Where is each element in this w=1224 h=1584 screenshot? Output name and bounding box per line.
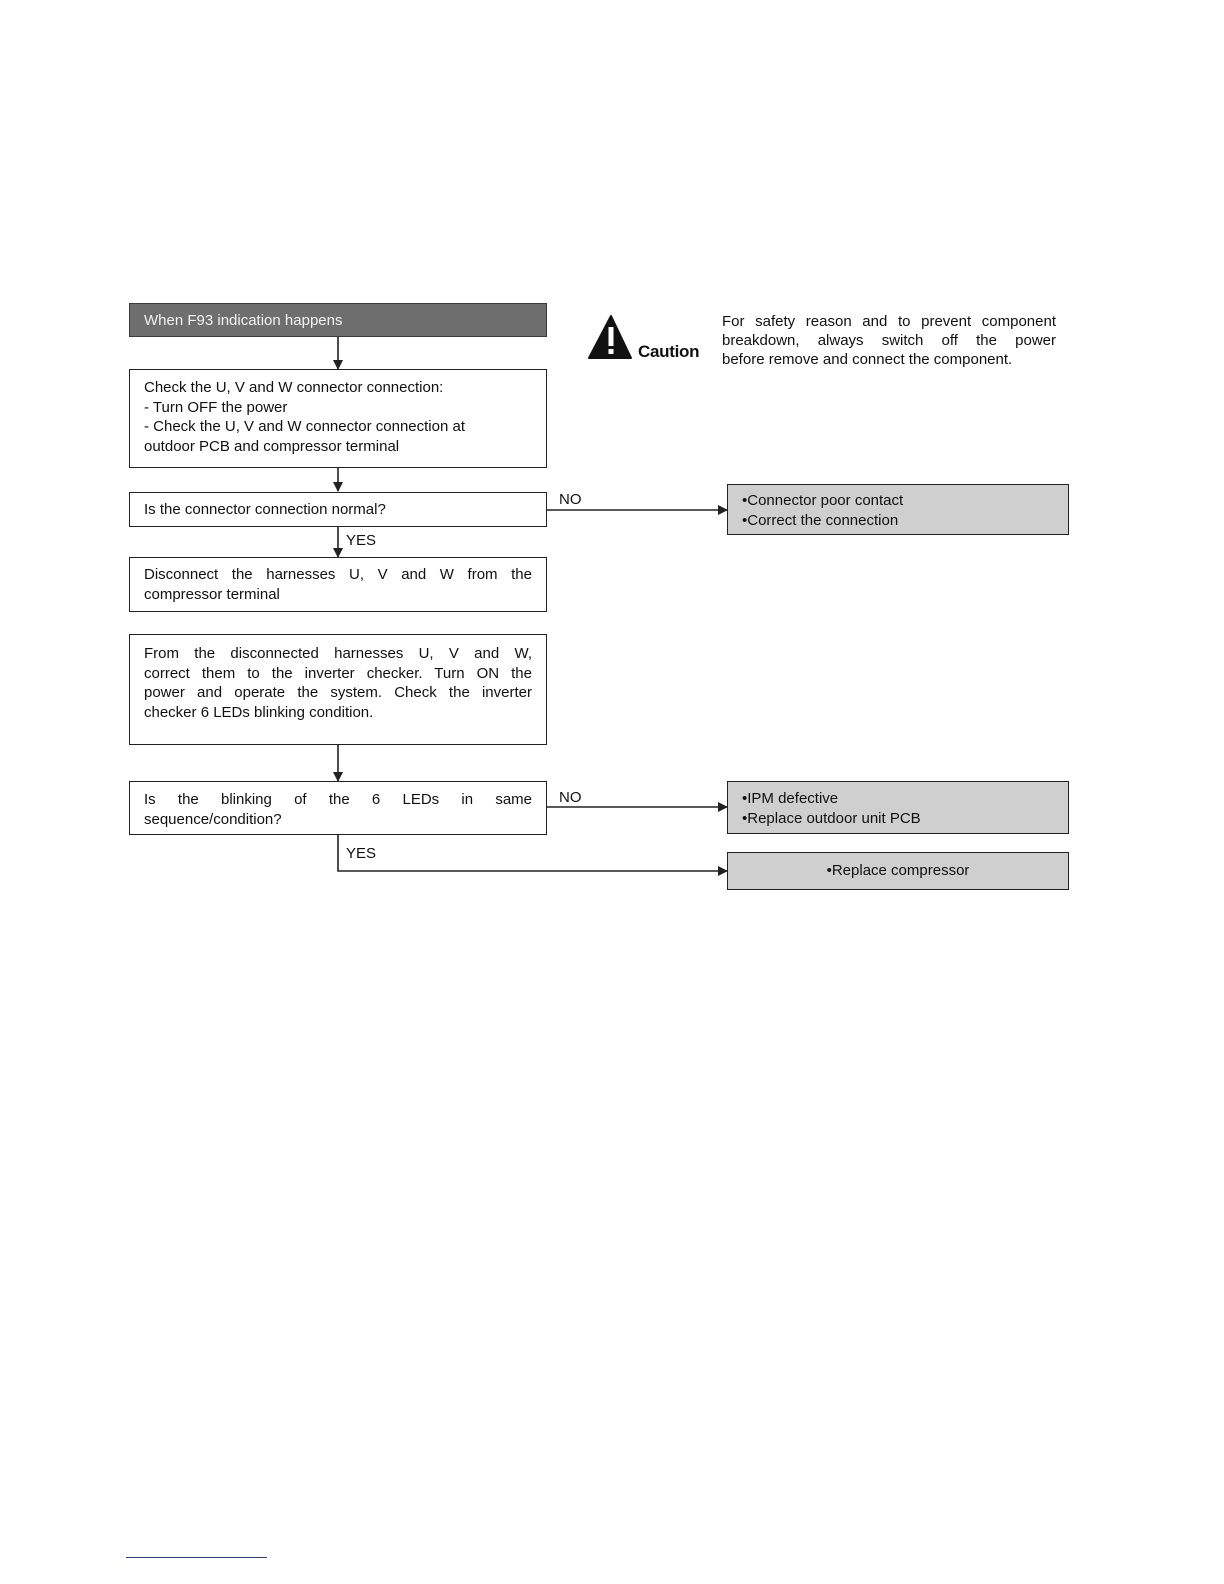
- step-disconnect-harnesses: [129, 557, 547, 612]
- step1-line: outdoor PCB and compressor terminal: [144, 437, 400, 455]
- start-text: When F93 indication happens: [144, 312, 343, 329]
- footer-rule: [126, 1557, 267, 1558]
- caution-line: breakdown, always switch off the power: [722, 332, 1056, 349]
- result1-line: •Connector poor contact: [742, 492, 904, 509]
- step3-line: correct them to the inverter checker. Turn ON the: [144, 664, 532, 682]
- step2-line: compressor terminal: [144, 585, 280, 603]
- step1-line: - Turn OFF the power: [144, 398, 288, 416]
- step-inverter-checker: [129, 634, 547, 745]
- step-check-connector: [129, 369, 547, 468]
- caution-line: For safety reason and to prevent component: [722, 313, 1056, 330]
- decision2-line: Is the blinking of the 6 LEDs in same: [144, 791, 532, 808]
- decision1-yes-label: YES: [346, 532, 377, 549]
- caution-text: [722, 312, 1056, 369]
- step3-line: checker 6 LEDs blinking condition.: [144, 703, 374, 721]
- decision-leds-same-sequence: [129, 781, 547, 835]
- result1-line: •Correct the connection: [742, 511, 899, 529]
- step2-line: Disconnect the harnesses U, V and W from the: [144, 566, 532, 583]
- start-box: [129, 303, 547, 337]
- caution-line: before remove and connect the component.: [722, 351, 1013, 368]
- step1-line: - Check the U, V and W connector connection at: [144, 418, 465, 436]
- result-connector-poor-contact: [727, 484, 1069, 535]
- arrow-decision2-yes: [338, 834, 727, 871]
- decision-connector-normal: [129, 492, 547, 527]
- step3-line: power and operate the system. Check the inverter: [144, 684, 532, 702]
- result-replace-compressor: [727, 852, 1069, 890]
- step1-line: Check the U, V and W connector connection:: [144, 379, 444, 396]
- decision2-line: sequence/condition?: [144, 810, 282, 828]
- result-ipm-defective: [727, 781, 1069, 834]
- result3-text: •Replace compressor: [826, 862, 970, 879]
- decision1-text: Is the connector connection normal?: [144, 501, 386, 518]
- decision2-no-label: NO: [559, 789, 582, 806]
- decision2-yes-label: YES: [346, 845, 377, 862]
- decision1-no-label: NO: [559, 491, 582, 508]
- step3-line: From the disconnected harnesses U, V and W,: [144, 645, 532, 662]
- result2-line: •IPM defective: [742, 790, 839, 807]
- caution-label: Caution: [638, 342, 700, 361]
- warning-triangle-icon: [589, 316, 631, 358]
- result2-line: •Replace outdoor unit PCB: [742, 809, 921, 827]
